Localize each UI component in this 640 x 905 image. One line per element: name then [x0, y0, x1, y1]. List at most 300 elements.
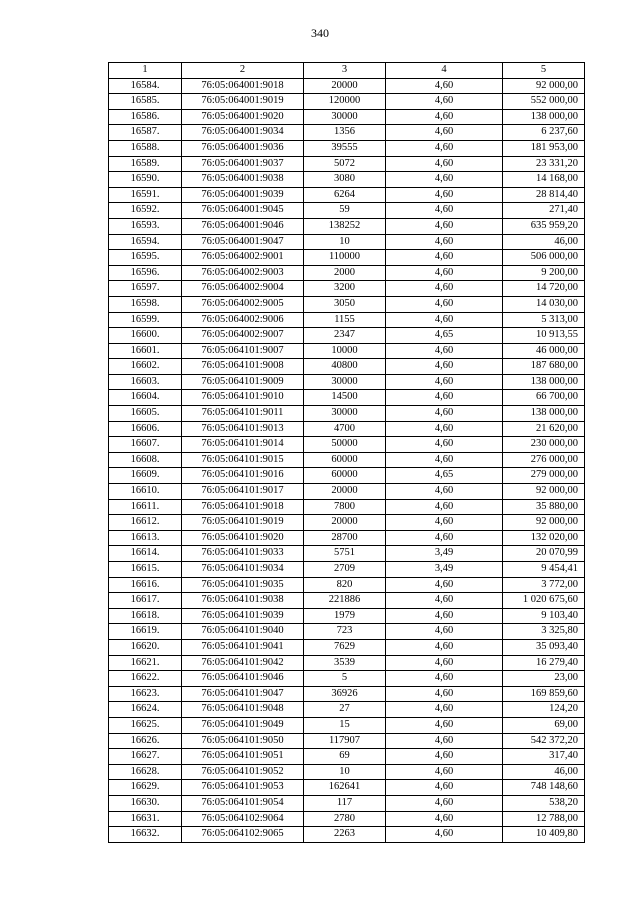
row-number-cell: 16598. [109, 296, 182, 312]
amount-cell: 16 279,40 [503, 655, 585, 671]
amount-cell: 3 325,80 [503, 624, 585, 640]
table-row [109, 94, 585, 110]
rate-cell: 4,60 [386, 484, 503, 500]
table-row [109, 140, 585, 156]
column-header-3: 3 [304, 63, 386, 79]
amount-cell: 35 093,40 [503, 639, 585, 655]
rate-cell: 4,60 [386, 78, 503, 94]
rate-cell: 4,60 [386, 733, 503, 749]
cadastral-number-cell: 76:05:064001:9020 [182, 109, 304, 125]
table-row [109, 515, 585, 531]
rate-cell: 4,60 [386, 343, 503, 359]
rate-cell: 4,65 [386, 328, 503, 344]
table-row [109, 562, 585, 578]
amount-cell: 276 000,00 [503, 452, 585, 468]
amount-cell: 5 313,00 [503, 312, 585, 328]
table-row [109, 608, 585, 624]
row-number-cell: 16623. [109, 686, 182, 702]
rate-cell: 4,60 [386, 374, 503, 390]
table-row [109, 203, 585, 219]
rate-cell: 4,60 [386, 109, 503, 125]
rate-cell: 4,60 [386, 593, 503, 609]
rate-cell: 4,60 [386, 94, 503, 110]
amount-cell: 552 000,00 [503, 94, 585, 110]
area-cell: 162641 [304, 780, 386, 796]
area-cell: 36926 [304, 686, 386, 702]
table-row [109, 749, 585, 765]
area-cell: 3080 [304, 172, 386, 188]
cadastral-number-cell: 76:05:064101:9035 [182, 577, 304, 593]
row-number-cell: 16595. [109, 250, 182, 266]
column-header-5: 5 [503, 63, 585, 79]
rate-cell: 4,60 [386, 515, 503, 531]
area-cell: 3200 [304, 281, 386, 297]
cadastral-number-cell: 76:05:064101:9018 [182, 499, 304, 515]
row-number-cell: 16589. [109, 156, 182, 172]
cadastral-number-cell: 76:05:064101:9015 [182, 452, 304, 468]
cadastral-number-cell: 76:05:064101:9051 [182, 749, 304, 765]
row-number-cell: 16584. [109, 78, 182, 94]
rate-cell: 4,60 [386, 281, 503, 297]
area-cell: 20000 [304, 484, 386, 500]
amount-cell: 3 772,00 [503, 577, 585, 593]
amount-cell: 35 880,00 [503, 499, 585, 515]
rate-cell: 4,65 [386, 468, 503, 484]
table-row [109, 437, 585, 453]
area-cell: 30000 [304, 374, 386, 390]
cadastral-number-cell: 76:05:064101:9053 [182, 780, 304, 796]
cadastral-number-cell: 76:05:064002:9004 [182, 281, 304, 297]
amount-cell: 69,00 [503, 717, 585, 733]
rate-cell: 4,60 [386, 827, 503, 843]
table-row [109, 109, 585, 125]
cadastral-number-cell: 76:05:064101:9008 [182, 359, 304, 375]
cadastral-number-cell: 76:05:064101:9019 [182, 515, 304, 531]
rate-cell: 4,60 [386, 764, 503, 780]
area-cell: 10000 [304, 343, 386, 359]
cadastral-number-cell: 76:05:064101:9010 [182, 390, 304, 406]
row-number-cell: 16591. [109, 187, 182, 203]
table-row [109, 780, 585, 796]
area-cell: 50000 [304, 437, 386, 453]
area-cell: 2780 [304, 811, 386, 827]
area-cell: 3050 [304, 296, 386, 312]
rate-cell: 4,60 [386, 265, 503, 281]
row-number-cell: 16594. [109, 234, 182, 250]
rate-cell: 4,60 [386, 639, 503, 655]
rate-cell: 4,60 [386, 390, 503, 406]
row-number-cell: 16627. [109, 749, 182, 765]
row-number-cell: 16613. [109, 530, 182, 546]
cadastral-number-cell: 76:05:064101:9049 [182, 717, 304, 733]
table-row [109, 702, 585, 718]
table-row [109, 624, 585, 640]
cadastral-number-cell: 76:05:064101:9020 [182, 530, 304, 546]
column-header-4: 4 [386, 63, 503, 79]
amount-cell: 46 000,00 [503, 343, 585, 359]
amount-cell: 14 168,00 [503, 172, 585, 188]
row-number-cell: 16632. [109, 827, 182, 843]
table-row [109, 218, 585, 234]
rate-cell: 4,60 [386, 717, 503, 733]
cadastral-number-cell: 76:05:064101:9013 [182, 421, 304, 437]
area-cell: 59 [304, 203, 386, 219]
cadastral-number-cell: 76:05:064101:9009 [182, 374, 304, 390]
amount-cell: 92 000,00 [503, 515, 585, 531]
cadastral-number-cell: 76:05:064101:9014 [182, 437, 304, 453]
table-body [109, 78, 585, 842]
area-cell: 5751 [304, 546, 386, 562]
cadastral-number-cell: 76:05:064001:9038 [182, 172, 304, 188]
amount-cell: 132 020,00 [503, 530, 585, 546]
table-row [109, 811, 585, 827]
row-number-cell: 16622. [109, 671, 182, 687]
rate-cell: 4,60 [386, 172, 503, 188]
column-header-2: 2 [182, 63, 304, 79]
rate-cell: 4,60 [386, 187, 503, 203]
table-header [109, 63, 585, 79]
amount-cell: 10 409,80 [503, 827, 585, 843]
cadastral-number-cell: 76:05:064101:9007 [182, 343, 304, 359]
cadastral-number-cell: 76:05:064001:9039 [182, 187, 304, 203]
rate-cell: 4,60 [386, 671, 503, 687]
cadastral-number-cell: 76:05:064001:9047 [182, 234, 304, 250]
area-cell: 27 [304, 702, 386, 718]
row-number-cell: 16588. [109, 140, 182, 156]
area-cell: 221886 [304, 593, 386, 609]
area-cell: 6264 [304, 187, 386, 203]
row-number-cell: 16608. [109, 452, 182, 468]
cadastral-number-cell: 76:05:064002:9005 [182, 296, 304, 312]
amount-cell: 23,00 [503, 671, 585, 687]
area-cell: 30000 [304, 109, 386, 125]
cadastral-number-cell: 76:05:064101:9011 [182, 406, 304, 422]
area-cell: 7800 [304, 499, 386, 515]
area-cell: 138252 [304, 218, 386, 234]
row-number-cell: 16593. [109, 218, 182, 234]
rate-cell: 4,60 [386, 608, 503, 624]
area-cell: 3539 [304, 655, 386, 671]
rate-cell: 4,60 [386, 125, 503, 141]
table-row [109, 764, 585, 780]
amount-cell: 1 020 675,60 [503, 593, 585, 609]
rate-cell: 4,60 [386, 234, 503, 250]
area-cell: 60000 [304, 468, 386, 484]
cadastral-number-cell: 76:05:064001:9036 [182, 140, 304, 156]
area-cell: 15 [304, 717, 386, 733]
row-number-cell: 16616. [109, 577, 182, 593]
cadastral-number-cell: 76:05:064101:9052 [182, 764, 304, 780]
area-cell: 117907 [304, 733, 386, 749]
area-cell: 20000 [304, 515, 386, 531]
table-row [109, 328, 585, 344]
rate-cell: 4,60 [386, 655, 503, 671]
table-row [109, 281, 585, 297]
rate-cell: 4,60 [386, 780, 503, 796]
cadastral-number-cell: 76:05:064101:9050 [182, 733, 304, 749]
row-number-cell: 16600. [109, 328, 182, 344]
area-cell: 820 [304, 577, 386, 593]
area-cell: 10 [304, 234, 386, 250]
amount-cell: 23 331,20 [503, 156, 585, 172]
row-number-cell: 16618. [109, 608, 182, 624]
amount-cell: 9 454,41 [503, 562, 585, 578]
amount-cell: 12 788,00 [503, 811, 585, 827]
table-row [109, 827, 585, 843]
row-number-cell: 16611. [109, 499, 182, 515]
table-row [109, 499, 585, 515]
rate-cell: 3,49 [386, 562, 503, 578]
row-number-cell: 16629. [109, 780, 182, 796]
area-cell: 69 [304, 749, 386, 765]
cadastral-number-cell: 76:05:064002:9003 [182, 265, 304, 281]
amount-cell: 181 953,00 [503, 140, 585, 156]
rate-cell: 4,60 [386, 203, 503, 219]
area-cell: 117 [304, 795, 386, 811]
cadastral-number-cell: 76:05:064001:9037 [182, 156, 304, 172]
amount-cell: 9 200,00 [503, 265, 585, 281]
amount-cell: 169 859,60 [503, 686, 585, 702]
row-number-cell: 16631. [109, 811, 182, 827]
row-number-cell: 16607. [109, 437, 182, 453]
rate-cell: 4,60 [386, 312, 503, 328]
amount-cell: 230 000,00 [503, 437, 585, 453]
row-number-cell: 16592. [109, 203, 182, 219]
table-row [109, 312, 585, 328]
amount-cell: 748 148,60 [503, 780, 585, 796]
table-row [109, 359, 585, 375]
table-row [109, 717, 585, 733]
area-cell: 14500 [304, 390, 386, 406]
amount-cell: 14 720,00 [503, 281, 585, 297]
table-row [109, 639, 585, 655]
area-cell: 2263 [304, 827, 386, 843]
cadastral-number-cell: 76:05:064101:9033 [182, 546, 304, 562]
rate-cell: 4,60 [386, 577, 503, 593]
area-cell: 110000 [304, 250, 386, 266]
rate-cell: 3,49 [386, 546, 503, 562]
row-number-cell: 16585. [109, 94, 182, 110]
row-number-cell: 16624. [109, 702, 182, 718]
row-number-cell: 16597. [109, 281, 182, 297]
amount-cell: 635 959,20 [503, 218, 585, 234]
table-row [109, 406, 585, 422]
rate-cell: 4,60 [386, 140, 503, 156]
area-cell: 10 [304, 764, 386, 780]
amount-cell: 46,00 [503, 234, 585, 250]
row-number-cell: 16606. [109, 421, 182, 437]
table-row [109, 172, 585, 188]
amount-cell: 279 000,00 [503, 468, 585, 484]
amount-cell: 187 680,00 [503, 359, 585, 375]
table-row [109, 78, 585, 94]
area-cell: 7629 [304, 639, 386, 655]
row-number-cell: 16610. [109, 484, 182, 500]
cadastral-number-cell: 76:05:064102:9064 [182, 811, 304, 827]
rate-cell: 4,60 [386, 156, 503, 172]
cadastral-number-cell: 76:05:064002:9007 [182, 328, 304, 344]
rate-cell: 4,60 [386, 296, 503, 312]
cadastral-number-cell: 76:05:064101:9048 [182, 702, 304, 718]
cadastral-number-cell: 76:05:064001:9019 [182, 94, 304, 110]
area-cell: 723 [304, 624, 386, 640]
amount-cell: 124,20 [503, 702, 585, 718]
header-row [109, 63, 585, 79]
table-row [109, 250, 585, 266]
row-number-cell: 16628. [109, 764, 182, 780]
amount-cell: 317,40 [503, 749, 585, 765]
cadastral-number-cell: 76:05:064001:9046 [182, 218, 304, 234]
table-row [109, 484, 585, 500]
amount-cell: 10 913,55 [503, 328, 585, 344]
amount-cell: 138 000,00 [503, 374, 585, 390]
rate-cell: 4,60 [386, 421, 503, 437]
row-number-cell: 16630. [109, 795, 182, 811]
table-row [109, 671, 585, 687]
row-number-cell: 16599. [109, 312, 182, 328]
amount-cell: 92 000,00 [503, 78, 585, 94]
area-cell: 30000 [304, 406, 386, 422]
rate-cell: 4,60 [386, 811, 503, 827]
amount-cell: 46,00 [503, 764, 585, 780]
table-row [109, 421, 585, 437]
cadastral-number-cell: 76:05:064101:9054 [182, 795, 304, 811]
table-row [109, 374, 585, 390]
row-number-cell: 16602. [109, 359, 182, 375]
area-cell: 2000 [304, 265, 386, 281]
table-row [109, 343, 585, 359]
row-number-cell: 16620. [109, 639, 182, 655]
row-number-cell: 16619. [109, 624, 182, 640]
row-number-cell: 16625. [109, 717, 182, 733]
amount-cell: 9 103,40 [503, 608, 585, 624]
registry-table [108, 62, 585, 843]
rate-cell: 4,60 [386, 406, 503, 422]
amount-cell: 14 030,00 [503, 296, 585, 312]
table-row [109, 655, 585, 671]
area-cell: 40800 [304, 359, 386, 375]
amount-cell: 138 000,00 [503, 406, 585, 422]
row-number-cell: 16587. [109, 125, 182, 141]
rate-cell: 4,60 [386, 218, 503, 234]
row-number-cell: 16603. [109, 374, 182, 390]
row-number-cell: 16617. [109, 593, 182, 609]
area-cell: 1155 [304, 312, 386, 328]
amount-cell: 92 000,00 [503, 484, 585, 500]
amount-cell: 21 620,00 [503, 421, 585, 437]
row-number-cell: 16612. [109, 515, 182, 531]
area-cell: 1979 [304, 608, 386, 624]
area-cell: 2709 [304, 562, 386, 578]
row-number-cell: 16621. [109, 655, 182, 671]
table-row [109, 795, 585, 811]
rate-cell: 4,60 [386, 499, 503, 515]
rate-cell: 4,60 [386, 452, 503, 468]
area-cell: 28700 [304, 530, 386, 546]
rate-cell: 4,60 [386, 749, 503, 765]
area-cell: 20000 [304, 78, 386, 94]
amount-cell: 28 814,40 [503, 187, 585, 203]
area-cell: 2347 [304, 328, 386, 344]
row-number-cell: 16626. [109, 733, 182, 749]
cadastral-number-cell: 76:05:064101:9046 [182, 671, 304, 687]
table-row [109, 593, 585, 609]
row-number-cell: 16604. [109, 390, 182, 406]
table-row [109, 468, 585, 484]
cadastral-number-cell: 76:05:064101:9042 [182, 655, 304, 671]
table-row [109, 125, 585, 141]
rate-cell: 4,60 [386, 359, 503, 375]
cadastral-number-cell: 76:05:064001:9045 [182, 203, 304, 219]
row-number-cell: 16615. [109, 562, 182, 578]
rate-cell: 4,60 [386, 702, 503, 718]
cadastral-number-cell: 76:05:064101:9039 [182, 608, 304, 624]
rate-cell: 4,60 [386, 624, 503, 640]
cadastral-number-cell: 76:05:064101:9041 [182, 639, 304, 655]
table-row [109, 390, 585, 406]
cadastral-number-cell: 76:05:064102:9065 [182, 827, 304, 843]
row-number-cell: 16590. [109, 172, 182, 188]
rate-cell: 4,60 [386, 795, 503, 811]
row-number-cell: 16609. [109, 468, 182, 484]
rate-cell: 4,60 [386, 250, 503, 266]
column-header-1: 1 [109, 63, 182, 79]
amount-cell: 6 237,60 [503, 125, 585, 141]
amount-cell: 538,20 [503, 795, 585, 811]
rate-cell: 4,60 [386, 686, 503, 702]
cadastral-number-cell: 76:05:064002:9001 [182, 250, 304, 266]
table-row [109, 530, 585, 546]
table-row [109, 265, 585, 281]
amount-cell: 20 070,99 [503, 546, 585, 562]
table-row [109, 546, 585, 562]
cadastral-number-cell: 76:05:064101:9047 [182, 686, 304, 702]
table-row [109, 156, 585, 172]
table-row [109, 452, 585, 468]
cadastral-number-cell: 76:05:064101:9038 [182, 593, 304, 609]
table-row [109, 296, 585, 312]
amount-cell: 271,40 [503, 203, 585, 219]
amount-cell: 138 000,00 [503, 109, 585, 125]
row-number-cell: 16586. [109, 109, 182, 125]
area-cell: 1356 [304, 125, 386, 141]
rate-cell: 4,60 [386, 530, 503, 546]
row-number-cell: 16605. [109, 406, 182, 422]
rate-cell: 4,60 [386, 437, 503, 453]
amount-cell: 66 700,00 [503, 390, 585, 406]
cadastral-number-cell: 76:05:064101:9016 [182, 468, 304, 484]
table-row [109, 686, 585, 702]
page-number: 340 [311, 26, 329, 40]
cadastral-number-cell: 76:05:064001:9018 [182, 78, 304, 94]
row-number-cell: 16596. [109, 265, 182, 281]
cadastral-number-cell: 76:05:064101:9034 [182, 562, 304, 578]
table-row [109, 733, 585, 749]
cadastral-number-cell: 76:05:064101:9040 [182, 624, 304, 640]
table-row [109, 187, 585, 203]
amount-cell: 506 000,00 [503, 250, 585, 266]
area-cell: 39555 [304, 140, 386, 156]
amount-cell: 542 372,20 [503, 733, 585, 749]
cadastral-number-cell: 76:05:064001:9034 [182, 125, 304, 141]
area-cell: 120000 [304, 94, 386, 110]
table-row [109, 577, 585, 593]
area-cell: 5072 [304, 156, 386, 172]
area-cell: 60000 [304, 452, 386, 468]
cadastral-number-cell: 76:05:064101:9017 [182, 484, 304, 500]
row-number-cell: 16614. [109, 546, 182, 562]
row-number-cell: 16601. [109, 343, 182, 359]
